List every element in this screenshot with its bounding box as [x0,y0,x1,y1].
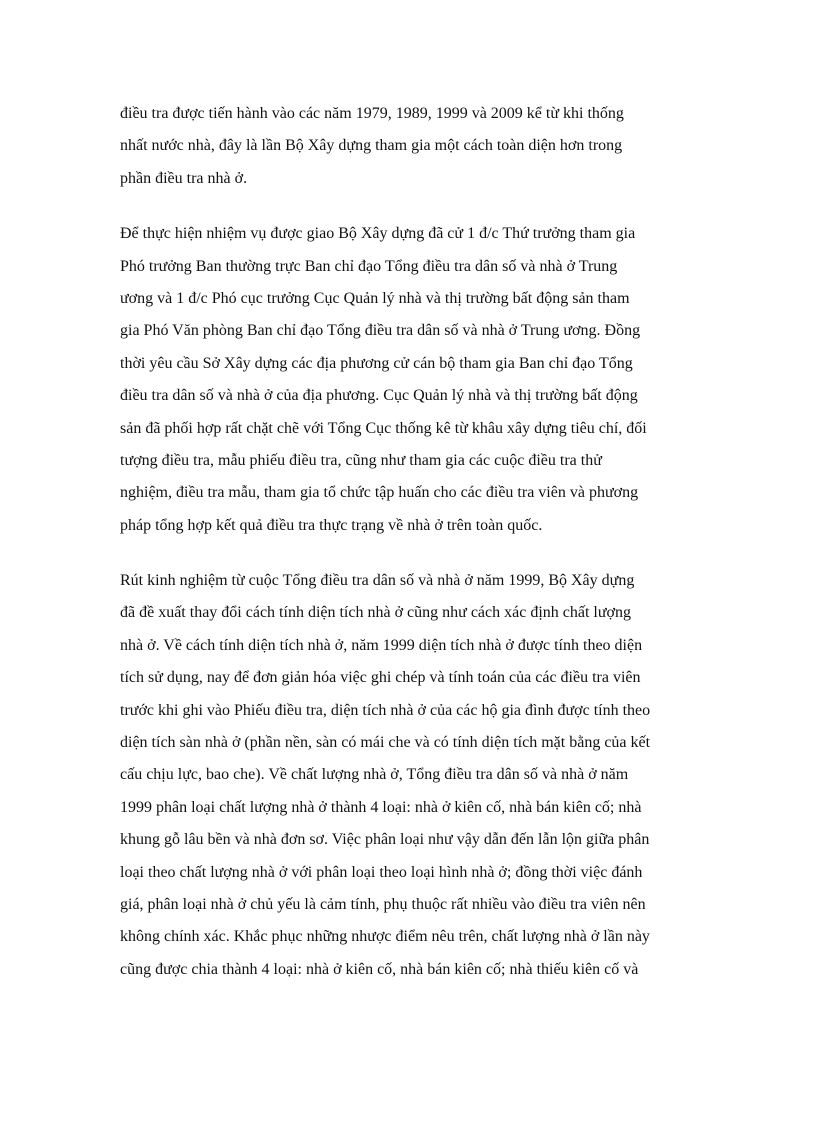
text-line: cũng được chia thành 4 loại: nhà ở kiên cố, nhà bán kiên cố; nhà thiếu kiên cố và [120,960,639,978]
text-line: phần điều tra nhà ở. [120,169,248,187]
text-line: đã đề xuất thay đổi cách tính diện tích nhà ở cũng như cách xác định chất lượng [120,604,631,622]
text-line: loại theo chất lượng nhà ở với phân loại theo loại hình nhà ở; đồng thời việc đánh [120,863,643,881]
text-line: gia Phó Văn phòng Ban chỉ đạo Tổng điều tra dân số và nhà ở Trung ương. Đồng [120,322,641,340]
text-line: sản đã phối hợp rất chặt chẽ với Tổng Cục thống kê từ khâu xây dựng tiêu chí, đối [120,419,647,437]
text-line: ương và 1 đ/c Phó cục trưởng Cục Quản lý nhà và thị trường bất động sản tham [120,289,630,307]
text-line: 1999 phân loại chất lượng nhà ở thành 4 loại: nhà ở kiên cố, nhà bán kiên cố; nhà [120,798,642,816]
text-line: Rút kinh nghiệm từ cuộc Tổng điều tra dân số và nhà ở năm 1999, Bộ Xây dựng [120,572,635,590]
text-line: khung gỗ lâu bền và nhà đơn sơ. Việc phân loại như vậy dẫn đến lẫn lộn giữa phân [120,831,650,849]
text-line: điều tra dân số và nhà ở của địa phương. Cục Quản lý nhà và thị trường bất động [120,387,638,405]
text-line: Để thực hiện nhiệm vụ được giao Bộ Xây dựng đã cử 1 đ/c Thứ trưởng tham gia [120,225,636,243]
text-line: thời yêu cầu Sở Xây dựng các địa phương cử cán bộ tham gia Ban chỉ đạo Tổng [120,354,633,372]
paragraph-ministry-participation [120,218,700,542]
text-line: nghiệm, điều tra mẫu, tham gia tổ chức tập huấn cho các điều tra viên và phương [120,484,639,502]
text-line: Phó trưởng Ban thường trực Ban chỉ đạo Tổng điều tra dân số và nhà ở Trung [120,257,618,275]
paragraph-lessons-learned [120,565,700,986]
document-body [120,98,700,1009]
text-line: pháp tổng hợp kết quả điều tra thực trạng về nhà ở trên toàn quốc. [120,516,543,534]
paragraph-survey-history [120,98,700,195]
text-line: cấu chịu lực, bao che). Về chất lượng nhà ở, Tổng điều tra dân số và nhà ở năm [120,766,629,784]
text-line: tích sử dụng, nay để đơn giản hóa việc ghi chép và tính toán của các điều tra viên [120,669,641,687]
text-line: nhất nước nhà, đây là lần Bộ Xây dựng tham gia một cách toàn diện hơn trong [120,137,623,155]
text-line: nhà ở. Về cách tính diện tích nhà ở, năm 1999 diện tích nhà ở được tính theo diện [120,636,643,654]
text-line: giá, phân loại nhà ở chủ yếu là cảm tính, phụ thuộc rất nhiều vào điều tra viên nên [120,895,646,913]
text-line: tượng điều tra, mẫu phiếu điều tra, cũng như tham gia các cuộc điều tra thử [120,451,602,469]
text-line: không chính xác. Khắc phục những nhược điểm nêu trên, chất lượng nhà ở lần này [120,928,650,946]
text-line: trước khi ghi vào Phiếu điều tra, diện tích nhà ở của các hộ gia đình được tính theo [120,701,651,719]
text-line: diện tích sàn nhà ở (phần nền, sàn có mái che và có tính diện tích mặt bằng của kết [120,734,651,752]
text-line: điều tra được tiến hành vào các năm 1979, 1989, 1999 và 2009 kể từ khi thống [120,105,624,122]
